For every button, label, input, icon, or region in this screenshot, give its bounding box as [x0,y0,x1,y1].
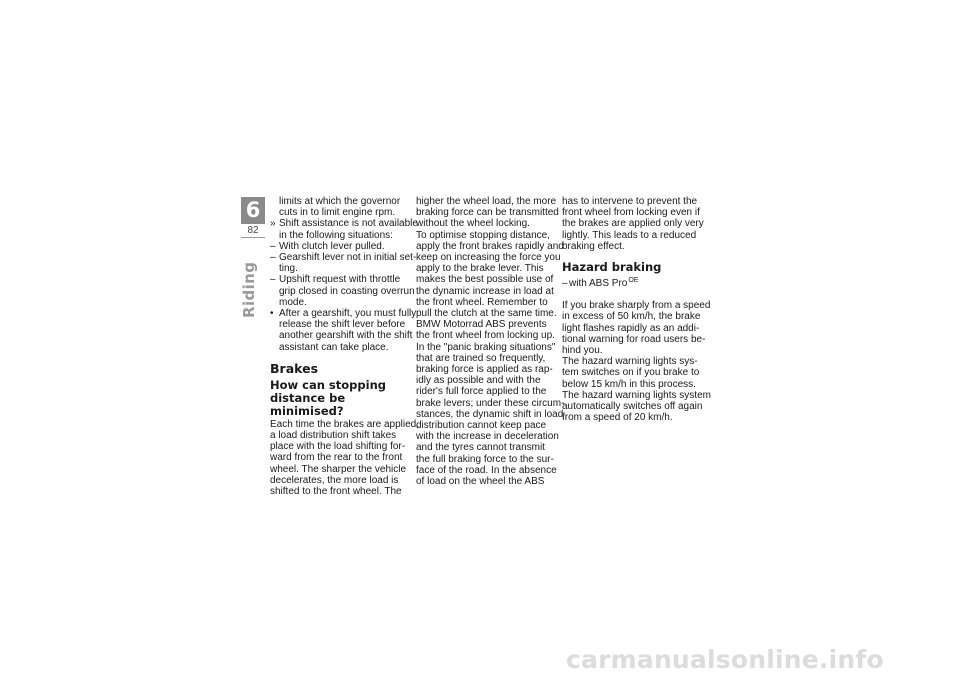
text-line: in the following situations: [279,229,393,241]
subsection-heading: How can stopping distance be minimised? [270,377,386,418]
chapter-label: Riding [240,261,258,318]
note-item: » Shift assistance is not available [270,218,418,230]
page-number: 82 [247,225,259,236]
watermark: carmanualsonline.info [566,645,884,674]
paragraph: If you brake sharply from a speed in excess of 50 km/h, the brake light flashes rapidly as an addi- tional warning for road users be- hind you. The hazard warning lights sys- tem switches on if you brake to below 15 km/h in this process. The hazard warning lights system automatically switches off again from a speed of 20 km/h. [562,300,711,424]
option-item: –with ABS Pro$^{OE}$ [562,277,639,290]
tab-divider [241,237,265,238]
text-column-2 [416,196,565,488]
text-line: assistant can take place. [279,341,389,353]
dash-item: – Upshift request with throttle [270,274,401,286]
dash-item: – With clutch lever pulled. [270,240,385,252]
bullet-item: • After a gearshift, you must fully [270,308,417,320]
text-line: limits at which the governor [279,196,401,207]
text-line: cuts in to limit engine rpm. [279,207,396,219]
paragraph: has to intervene to prevent the front wheel from locking even if the brakes are applied only very lightly. This leads to a reduced braking effect. [562,196,704,252]
bullet-icon: • [270,308,274,320]
dash-icon: – [562,278,568,290]
chapter-number: 6 [241,197,265,224]
arrow-icon: » [270,218,276,230]
paragraph: Each time the brakes are applied, a load distribution shift takes place with the load shifting for- ward from the rear to the front wheel. The sharper the vehicle decelerates, the more load is shifted to the front wheel. The [270,418,419,498]
dash-item: – Gearshift lever not in initial set- [270,252,417,264]
text-line: grip closed in coasting overrun [279,285,415,297]
text-line: ting. [279,263,298,275]
text-column-3 [562,196,711,424]
text-line: mode. [279,296,307,308]
dash-icon: – [270,240,276,252]
section-heading: Brakes [270,360,319,376]
text-line: another gearshift with the shift [279,330,413,342]
paragraph: higher the wheel load, the more braking force can be transmitted without the wheel locking. To optimise stopping distance, apply the front brakes rapidly and keep on increasing the force you apply to the brake lever. This makes the best possible use of the dynamic increase in load at the front wheel. Remember to pull the clutch at the same time. BMW Motorrad ABS prevents the front wheel from locking up. In the "panic braking situations" that are trained so frequently, braking force is applied as rap- idly as possible and with the rider's full force applied to the brake levers; under these circum- stances, the dynamic shift in load distribution cannot keep pace with the increase in deceleration and the tyres cannot transmit the full braking force to the sur- face of the road. In the absence of load on the wheel the ABS [416,196,565,488]
dash-icon: – [270,274,276,286]
chapter-tab [241,197,265,238]
subsection-heading: Hazard braking [562,260,662,275]
option-superscript: OE [628,277,639,285]
dash-icon: – [270,252,276,264]
text-column-1 [270,196,419,498]
text-line: release the shift lever before [279,319,406,331]
